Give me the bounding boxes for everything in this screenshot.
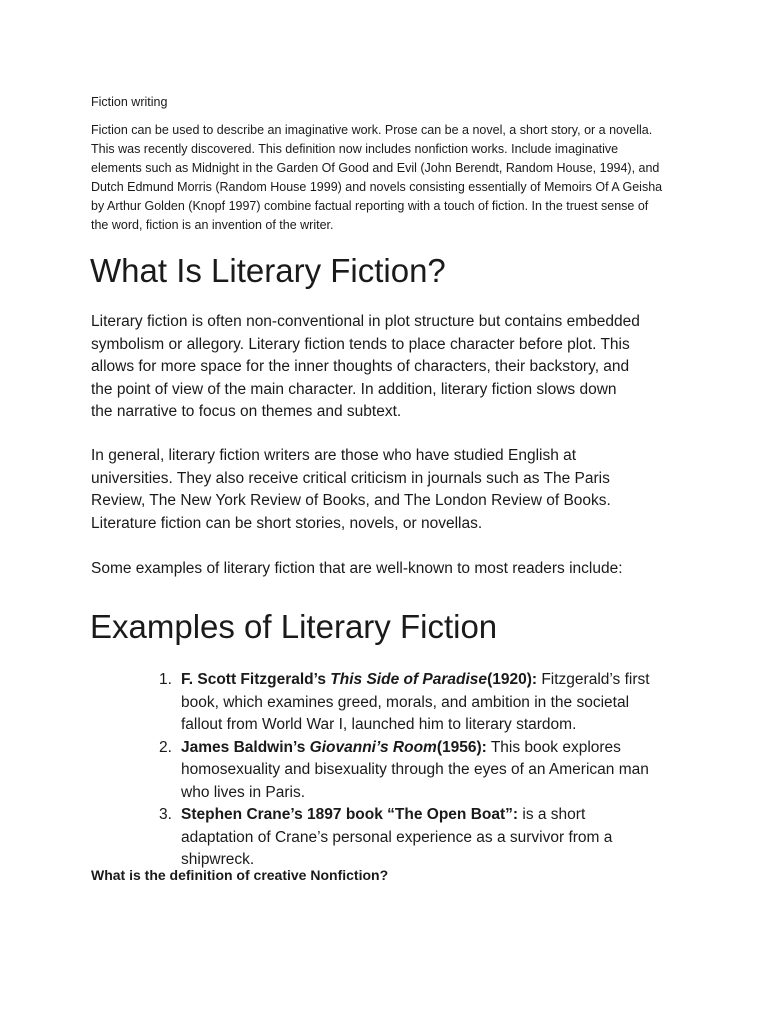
- paragraph-line: allows for more space for the inner thoughts of characters, their backstory, and: [91, 358, 630, 375]
- list-item-line: fallout from World War I, launched him to literary stardom.: [181, 716, 577, 733]
- paragraph-line: symbolism or allegory. Literary fiction tends to place character before plot. This: [91, 335, 630, 353]
- list-item-line: who lives in Paris.: [181, 783, 306, 801]
- paragraph-line: Literary fiction is often non-conventional in plot structure but contains embedded: [91, 313, 640, 330]
- list-item: [91, 669, 711, 737]
- paragraph-line: the point of view of the main character. In addition, literary fiction slows down: [91, 380, 617, 398]
- intro-line: elements such as Midnight in the Garden Of Good and Evil (John Berendt, Random House, 1994), and: [91, 161, 660, 175]
- list-item-author: F. Scott Fitzgerald’s: [181, 671, 331, 688]
- list-item-number: 2.: [159, 738, 172, 756]
- paragraph-examples-intro: [91, 558, 701, 581]
- paragraph-line: universities. They also receive critical criticism in journals such as The Paris: [91, 469, 610, 487]
- list-item-first-line: [181, 737, 711, 760]
- list-item-line: homosexuality and bisexuality through the eyes of an American man: [181, 761, 649, 778]
- list-item-number: 3.: [159, 806, 172, 823]
- list-item-text: Fitzgerald’s first: [537, 671, 650, 688]
- paragraph-literary-fiction-definition: [91, 311, 701, 424]
- list-item: [91, 804, 711, 872]
- paragraph-line: In general, literary fiction writers are those who have studied English at: [91, 447, 577, 464]
- paragraph-line: the narrative to focus on themes and subtext.: [91, 403, 402, 420]
- list-item-year: (1956):: [436, 738, 487, 756]
- list-item-line: adaptation of Crane’s personal experience as a survivor from a: [181, 828, 613, 846]
- intro-paragraph: [91, 121, 703, 235]
- paragraph-literary-fiction-writers: [91, 445, 701, 535]
- intro-line: Fiction can be used to describe an imaginative work. Prose can be a novel, a short story, or a novella.: [91, 123, 653, 137]
- intro-line: by Arthur Golden (Knopf 1997) combine factual reporting with a touch of fiction. In the truest sense of: [91, 199, 649, 213]
- intro-line: Dutch Edmund Morris (Random House 1999) and novels consisting essentially of Memoirs Of A Geisha: [91, 180, 663, 194]
- creative-nonfiction-question: What is the definition of creative Nonfiction?: [91, 867, 389, 883]
- list-item: [91, 737, 711, 805]
- list-item-author: James Baldwin’s: [181, 738, 310, 756]
- list-item-first-line: [181, 804, 711, 827]
- list-item-year: (1920):: [487, 671, 538, 688]
- list-item-text: is a short: [518, 806, 586, 823]
- list-item-book-title: Giovanni’s Room: [309, 738, 437, 756]
- heading-examples-of-literary-fiction: Examples of Literary Fiction: [90, 608, 498, 645]
- list-item-author: Stephen Crane’s 1897 book “The Open Boat”:: [181, 806, 519, 823]
- document-title: Fiction writing: [91, 95, 168, 109]
- list-item-text: This book explores: [486, 738, 621, 756]
- list-item-line: shipwreck.: [181, 851, 255, 868]
- examples-list: [91, 669, 711, 872]
- list-item-line: book, which examines greed, morals, and ambition in the societal: [181, 693, 630, 711]
- heading-what-is-literary-fiction: What Is Literary Fiction?: [90, 252, 446, 289]
- paragraph-line: Literature fiction can be short stories, novels, or novellas.: [91, 514, 483, 532]
- list-item-number: 1.: [159, 671, 172, 688]
- intro-line: the word, fiction is an invention of the writer.: [91, 218, 334, 232]
- paragraph-line: Review, The New York Review of Books, and The London Review of Books.: [91, 492, 611, 509]
- paragraph-line: Some examples of literary fiction that are well-known to most readers include:: [91, 560, 623, 577]
- list-item-book-title: This Side of Paradise: [330, 671, 488, 688]
- list-item-first-line: [181, 669, 711, 692]
- intro-line: This was recently discovered. This definition now includes nonfiction works. Include imaginative: [91, 142, 619, 156]
